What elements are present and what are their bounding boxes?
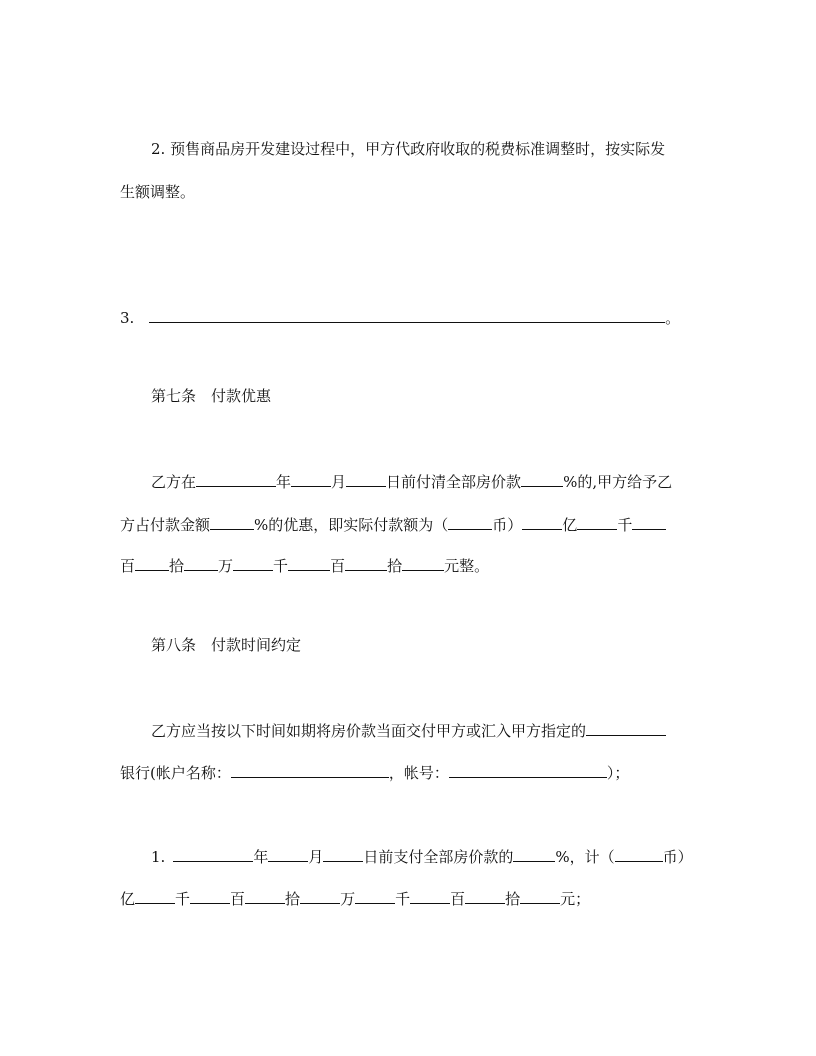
blank-item-year[interactable] xyxy=(173,845,253,862)
text-yuan-whole: 元整。 xyxy=(444,557,490,575)
clause-2-line-1: 2. 预售商品房开发建设过程中，甲方代政府收取的税费标准调整时，按实际发 xyxy=(151,140,666,158)
blank-account-name[interactable] xyxy=(231,761,389,778)
article-7-line-3 xyxy=(120,554,489,574)
text-item-shi: 拾 xyxy=(285,890,301,908)
text-close-paren: ）； xyxy=(606,764,630,782)
article-7-heading: 第七条 付款优惠 xyxy=(151,387,272,405)
blank-account-number[interactable] xyxy=(449,761,607,778)
blank-shi-2[interactable] xyxy=(345,554,387,571)
text-item-yi: 亿 xyxy=(120,890,136,908)
blank-day[interactable] xyxy=(346,470,386,487)
blank-item-month[interactable] xyxy=(268,845,308,862)
text-item-percent-total: %，计（ xyxy=(555,848,615,866)
article-8-line-1 xyxy=(151,719,666,739)
text-item-shi-2: 拾 xyxy=(505,890,521,908)
article-7-line-2 xyxy=(120,513,666,533)
blank-wan[interactable] xyxy=(184,554,218,571)
blank-item-shi[interactable] xyxy=(245,887,285,904)
article-8-item-1-line-2 xyxy=(120,887,590,907)
blank-qian[interactable] xyxy=(577,513,617,530)
blank-percent[interactable] xyxy=(521,470,563,487)
text-item-yuan: 元； xyxy=(560,890,591,908)
text-yi: 亿 xyxy=(562,516,578,534)
blank-item-wan[interactable] xyxy=(300,887,340,904)
blank-shi[interactable] xyxy=(135,554,169,571)
text-payment-instruction: 乙方应当按以下时间如期将房价款当面交付甲方或汇入甲方指定的 xyxy=(151,722,587,740)
text-bank-account-name: 银行(帐户名称： xyxy=(120,764,231,782)
text-qian: 千 xyxy=(617,516,633,534)
blank-bai-lead[interactable] xyxy=(632,513,666,530)
text-item-1-number: 1. xyxy=(151,848,166,866)
text-item-currency: 币） xyxy=(662,848,693,866)
article-8-item-1-line-1 xyxy=(151,845,693,865)
blank-yuan[interactable] xyxy=(402,554,444,571)
article-7-line-1 xyxy=(151,470,672,490)
text-item-year: 年 xyxy=(253,848,269,866)
text-bai-2: 百 xyxy=(330,557,346,575)
clause-3-number: 3. xyxy=(120,309,135,327)
article-8-heading: 第八条 付款时间约定 xyxy=(151,636,302,654)
blank-item-qian-2[interactable] xyxy=(355,887,395,904)
blank-year[interactable] xyxy=(196,470,276,487)
clause-3-blank[interactable] xyxy=(149,306,665,323)
blank-item-qian[interactable] xyxy=(135,887,175,904)
text-occupy-amount: 方占付款金额 xyxy=(120,516,211,534)
blank-item-currency[interactable] xyxy=(615,845,663,862)
blank-month[interactable] xyxy=(291,470,331,487)
text-item-bai: 百 xyxy=(230,890,246,908)
text-percent-give: %的,甲方给予乙 xyxy=(563,473,673,491)
blank-item-yuan[interactable] xyxy=(520,887,560,904)
text-item-qian-2: 千 xyxy=(395,890,411,908)
blank-yi[interactable] xyxy=(522,513,562,530)
text-item-bai-2: 百 xyxy=(450,890,466,908)
blank-item-bai-2[interactable] xyxy=(410,887,450,904)
blank-bank[interactable] xyxy=(586,719,666,736)
clause-3-period: 。 xyxy=(665,309,681,327)
blank-item-bai[interactable] xyxy=(190,887,230,904)
text-bai: 百 xyxy=(120,557,136,575)
text-item-pay-all: 日前支付全部房价款的 xyxy=(363,848,514,866)
text-item-wan: 万 xyxy=(340,890,356,908)
blank-bai-2[interactable] xyxy=(288,554,330,571)
blank-qian-2[interactable] xyxy=(233,554,273,571)
blank-item-day[interactable] xyxy=(323,845,363,862)
blank-item-percent[interactable] xyxy=(513,845,555,862)
text-pay-all: 日前付清全部房价款 xyxy=(386,473,522,491)
text-month: 月 xyxy=(331,473,347,491)
text-item-qian: 千 xyxy=(175,890,191,908)
text-shi: 拾 xyxy=(169,557,185,575)
text-currency-close: 币） xyxy=(492,516,523,534)
clause-3-line xyxy=(120,306,680,326)
blank-item-shi-2[interactable] xyxy=(465,887,505,904)
article-8-line-2 xyxy=(120,761,629,781)
text-qian-2: 千 xyxy=(273,557,289,575)
blank-discount-percent[interactable] xyxy=(210,513,254,530)
text-yifangzai: 乙方在 xyxy=(151,473,197,491)
text-discount-actual: %的优惠，即实际付款额为（ xyxy=(254,516,449,534)
text-item-month: 月 xyxy=(308,848,324,866)
text-year: 年 xyxy=(276,473,292,491)
text-shi-2: 拾 xyxy=(387,557,403,575)
blank-currency[interactable] xyxy=(448,513,492,530)
text-wan: 万 xyxy=(218,557,234,575)
text-account-number: ，帐号： xyxy=(388,764,449,782)
clause-2-line-2: 生额调整。 xyxy=(120,183,196,201)
